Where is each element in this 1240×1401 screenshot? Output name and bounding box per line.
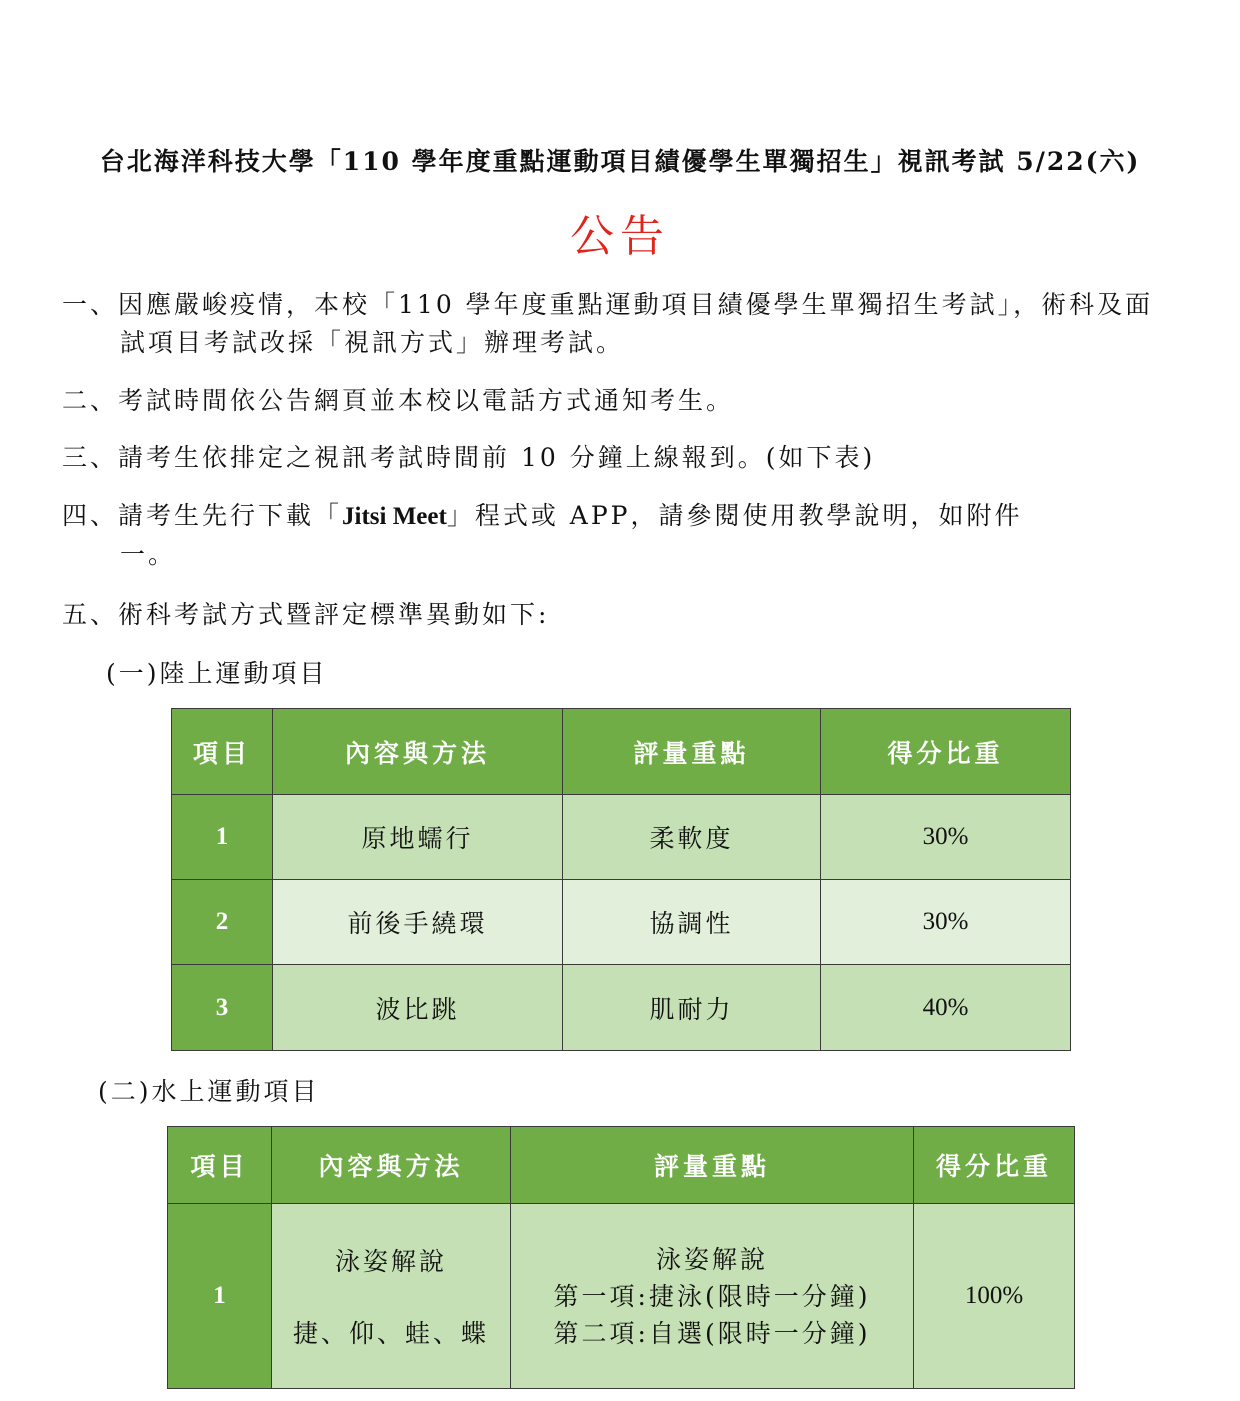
row-number: 1 [168, 1204, 272, 1389]
row-number: 3 [172, 965, 273, 1051]
item-1 [62, 286, 1153, 362]
land-subtitle: (一)陸上運動項目 [106, 659, 328, 688]
content-line-1: 泳姿解說 [334, 1247, 447, 1276]
table-header-row [172, 709, 1071, 795]
table-row [172, 965, 1071, 1051]
row-number: 2 [172, 880, 273, 965]
item-4 [62, 497, 1022, 574]
row-content: 前後手繞環 [273, 880, 563, 965]
row-focus: 協調性 [563, 880, 821, 965]
row-weight: 30% [821, 880, 1071, 965]
focus-line-2: 第一項:捷泳(限時一分鐘) [553, 1281, 871, 1311]
item-3: 三、請考生依排定之視訊考試時間前 10 分鐘上線報到。(如下表) [62, 443, 876, 472]
header-focus: 評量重點 [511, 1127, 914, 1204]
item-4-line-2: 一。 [120, 540, 177, 569]
row-focus: 肌耐力 [563, 965, 821, 1051]
row-number: 1 [172, 795, 273, 880]
header-item: 項目 [172, 709, 273, 795]
header-focus: 評量重點 [563, 709, 821, 795]
table-row [172, 795, 1071, 880]
announcement-heading: 公告 [570, 211, 670, 262]
header-weight: 得分比重 [914, 1127, 1075, 1204]
item-1-line-2: 試項目考試改採「視訊方式」辦理考試。 [120, 328, 625, 357]
water-sports-table [167, 1126, 1075, 1389]
item-4-post: 」程式或 APP，請參閱使用教學說明，如附件 [446, 501, 1023, 530]
water-subtitle: (二)水上運動項目 [98, 1077, 320, 1106]
item-1-line-1: 一、因應嚴峻疫情，本校「110 學年度重點運動項目績優學生單獨招生考試」，術科及面 [62, 290, 1154, 319]
content-line-2: 捷、仰、蛙、蝶 [292, 1319, 489, 1348]
row-weight: 30% [821, 795, 1071, 880]
item-4-pre: 四、請考生先行下載「 [62, 501, 343, 530]
row-weight: 40% [821, 965, 1071, 1051]
header-content: 內容與方法 [272, 1127, 511, 1204]
app-name: Jitsi Meet [342, 503, 447, 530]
land-sports-table [171, 708, 1071, 1051]
item-2: 二、考試時間依公告網頁並本校以電話方式通知考生。 [62, 386, 735, 415]
focus-line-1: 泳姿解說 [655, 1244, 768, 1274]
row-content [272, 1204, 511, 1389]
focus-line-3: 第二項:自選(限時一分鐘) [553, 1318, 871, 1348]
header-weight: 得分比重 [821, 709, 1071, 795]
row-weight: 100% [914, 1204, 1075, 1389]
row-content: 波比跳 [273, 965, 563, 1051]
header-content: 內容與方法 [273, 709, 563, 795]
document-title: 台北海洋科技大學「110 學年度重點運動項目績優學生單獨招生」視訊考試 5/22(六) [99, 147, 1141, 176]
table-row [168, 1204, 1075, 1389]
row-content: 原地蠕行 [273, 795, 563, 880]
row-focus [511, 1204, 914, 1389]
item-5: 五、術科考試方式暨評定標準異動如下: [62, 600, 550, 629]
row-focus: 柔軟度 [563, 795, 821, 880]
table-row [172, 880, 1071, 965]
header-item: 項目 [168, 1127, 272, 1204]
table-header-row [168, 1127, 1075, 1204]
